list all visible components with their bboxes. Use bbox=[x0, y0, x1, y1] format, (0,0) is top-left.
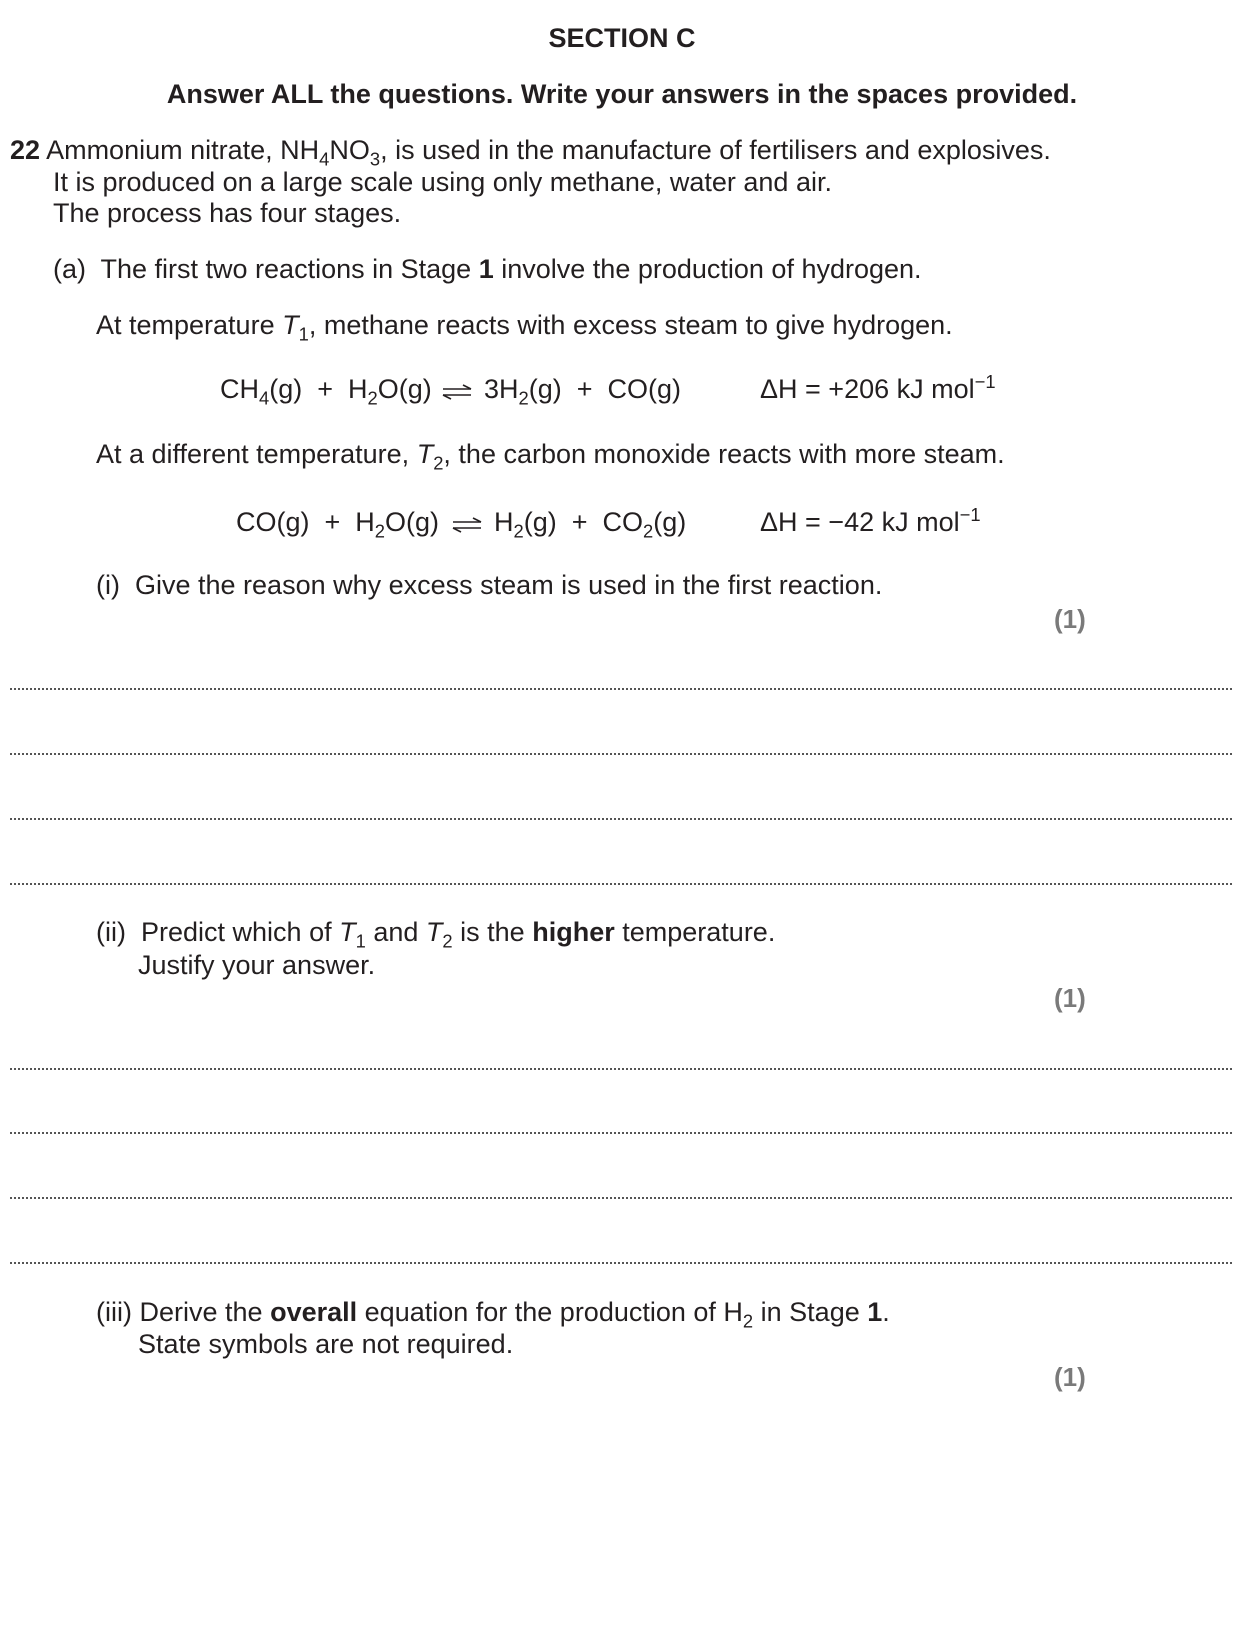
t1-symbol: T bbox=[339, 917, 356, 947]
question-line2: It is produced on a large scale using only methane, water and air. bbox=[53, 167, 832, 197]
part-a-text: The first two reactions in Stage bbox=[100, 254, 472, 284]
eq1-b: (g) + H bbox=[269, 374, 368, 404]
equation-2-rhs bbox=[494, 506, 687, 542]
dh2-text: ΔH = −42 kJ mol bbox=[760, 507, 960, 537]
eq1-d: 3H bbox=[484, 374, 519, 404]
answer-line[interactable] bbox=[10, 688, 1232, 690]
answer-line[interactable] bbox=[10, 1262, 1232, 1264]
eq2-sub3: 2 bbox=[643, 520, 654, 542]
eq1-c: O(g) bbox=[377, 374, 432, 404]
formula-no: NO bbox=[329, 135, 370, 165]
temp2-symbol: T bbox=[416, 439, 434, 469]
question-number: 22 bbox=[10, 135, 41, 165]
eq1-sub2: 2 bbox=[367, 387, 378, 409]
eq2-sub: 2 bbox=[374, 520, 385, 542]
eq2-sub2: 2 bbox=[513, 520, 524, 542]
eq1-sub: 4 bbox=[259, 387, 270, 409]
and-word: and bbox=[373, 917, 419, 947]
equilibrium-arrow-icon bbox=[451, 517, 483, 533]
temp-sub: 1 bbox=[298, 323, 309, 345]
equilibrium-arrow-icon bbox=[441, 384, 473, 400]
intro-rest: , is used in the manufacture of fertilisers and explosives. bbox=[380, 135, 1051, 165]
eq1-e: (g) + CO(g) bbox=[528, 374, 682, 404]
temp2-lead: At a different temperature, bbox=[96, 439, 410, 469]
formula-sub-3: 3 bbox=[369, 148, 381, 170]
temp2-text bbox=[96, 438, 1005, 474]
sub-ii-label: (ii) bbox=[96, 917, 126, 947]
stage-number-iii: 1 bbox=[867, 1297, 883, 1327]
eq1-a: CH bbox=[220, 374, 259, 404]
sub-i-label: (i) bbox=[96, 570, 120, 600]
stage-number: 1 bbox=[478, 254, 494, 284]
equation-1-lhs bbox=[220, 373, 432, 409]
eq2-c: H bbox=[494, 507, 514, 537]
answer-line[interactable] bbox=[10, 1068, 1232, 1070]
dh1-exp: −1 bbox=[974, 371, 996, 392]
in-stage: in Stage bbox=[760, 1297, 860, 1327]
temp1-rest: , methane reacts with excess steam to give hydrogen. bbox=[308, 310, 953, 340]
answer-line[interactable] bbox=[10, 1132, 1232, 1134]
formula-nh: NH bbox=[280, 135, 320, 165]
temperature-word: temperature. bbox=[622, 917, 776, 947]
temp1-text bbox=[96, 309, 953, 345]
equation-1-rhs bbox=[484, 373, 682, 409]
dh1-text: ΔH = +206 kJ mol bbox=[760, 374, 975, 404]
eq2-d: (g) + CO bbox=[523, 507, 643, 537]
temp2-sub: 2 bbox=[433, 452, 444, 474]
t2-sub: 2 bbox=[442, 930, 453, 952]
temp-symbol: T bbox=[282, 310, 299, 340]
equation-2-lhs bbox=[236, 506, 439, 542]
eq2-a: CO(g) + H bbox=[236, 507, 375, 537]
answer-line[interactable] bbox=[10, 753, 1232, 755]
dh2-exp: −1 bbox=[959, 504, 981, 525]
part-a-label: (a) bbox=[53, 254, 86, 284]
mark-allocation: (1) bbox=[1054, 604, 1086, 634]
sub-ii-lead: Predict which of bbox=[141, 917, 332, 947]
temp1-lead: At temperature bbox=[96, 310, 275, 340]
t2-symbol: T bbox=[425, 917, 443, 947]
overall-emphasis: overall bbox=[270, 1297, 358, 1327]
sub-ii-line2: Justify your answer. bbox=[138, 950, 376, 980]
question-intro bbox=[10, 134, 1051, 170]
period: . bbox=[882, 1297, 890, 1327]
enthalpy-1 bbox=[760, 373, 996, 405]
section-instruction: Answer ALL the questions. Write your answers in the spaces provided. bbox=[166, 79, 1078, 109]
intro-text: Ammonium nitrate, bbox=[46, 135, 273, 165]
formula-sub-4: 4 bbox=[319, 148, 330, 170]
h2-sub: 2 bbox=[742, 1310, 754, 1332]
section-title: SECTION C bbox=[548, 23, 696, 53]
sub-ii-question bbox=[96, 916, 776, 952]
question-line3: The process has four stages. bbox=[53, 198, 402, 228]
answer-line[interactable] bbox=[10, 883, 1232, 885]
eq1-sub3: 2 bbox=[518, 387, 529, 409]
temp2-rest: , the carbon monoxide reacts with more steam. bbox=[443, 439, 1005, 469]
answer-line[interactable] bbox=[10, 1197, 1232, 1199]
sub-iii-label: (iii) bbox=[96, 1297, 132, 1327]
sub-i-question bbox=[96, 569, 882, 601]
sub-i-text: Give the reason why excess steam is used in the first reaction. bbox=[135, 570, 883, 600]
answer-line[interactable] bbox=[10, 818, 1232, 820]
part-a-text-after: involve the production of hydrogen. bbox=[501, 254, 922, 284]
sub-iii-mid: equation for the production of H bbox=[364, 1297, 743, 1327]
eq2-e: (g) bbox=[653, 507, 687, 537]
mark-allocation: (1) bbox=[1054, 1362, 1086, 1392]
is-the: is the bbox=[460, 917, 525, 947]
t1-sub: 1 bbox=[355, 930, 366, 952]
higher-emphasis: higher bbox=[532, 917, 615, 947]
sub-iii-lead: Derive the bbox=[139, 1297, 263, 1327]
sub-iii-line2: State symbols are not required. bbox=[138, 1329, 514, 1359]
eq2-b: O(g) bbox=[385, 507, 439, 537]
sub-iii-question bbox=[96, 1296, 890, 1332]
part-a-intro bbox=[53, 253, 922, 285]
enthalpy-2 bbox=[760, 506, 981, 538]
mark-allocation: (1) bbox=[1054, 983, 1086, 1013]
